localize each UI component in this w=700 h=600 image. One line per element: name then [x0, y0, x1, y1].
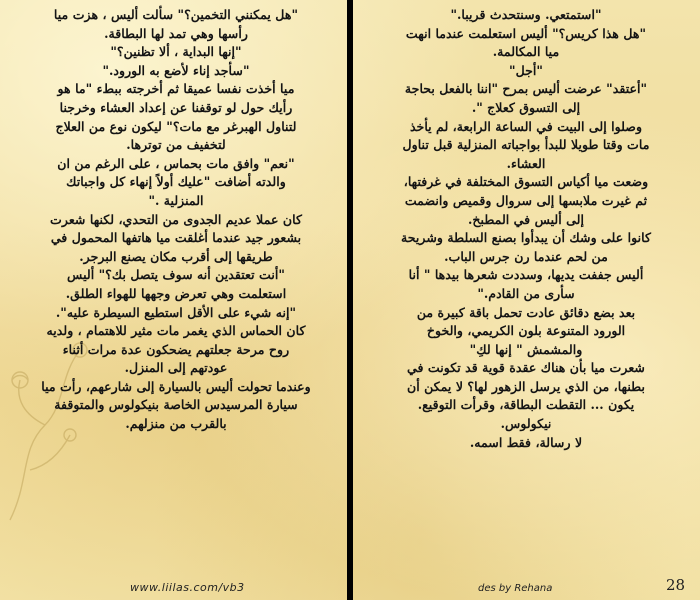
text-line: "استمتعي. وسنتحدث قريبا." [450, 7, 602, 22]
text-line: لا رسالة، فقط اسمه. [469, 434, 583, 450]
text-line: وعندما تحولت أليس بالسيارة إلى شارعهم، رأت ميا [41, 378, 311, 394]
text-line: روح مرحة جعلتهم يضحكون عدة مرات أثناء [62, 341, 290, 357]
text-line: "سأجد إناء لأضع به الورود." [102, 62, 250, 78]
text-line: عودتهم إلى المنزل. [124, 360, 228, 376]
text-line: "أجل" [509, 62, 543, 78]
text-line: "إنه شيء على الأقل استطيع السيطرة عليه". [55, 304, 297, 320]
text-line: وصلوا إلى البيت في الساعة الرابعة، لم يأخذ [409, 118, 643, 134]
text-line: "أعتقد" عرضت أليس بمرح "اننا بالفعل بحاجة [404, 81, 648, 97]
text-line: لتخفيف من توترها. [126, 137, 226, 153]
text-line: من لحم عندما رن جرس الباب. [444, 248, 608, 264]
text-line: الورود المتنوعة بلون الكريمي، والخوخ [426, 323, 626, 339]
text-line: "هل هذا كريس؟" أليس استعلمت عندما انهت [405, 25, 647, 41]
text-line: رأيك حول لو توقفنا عن إعداد العشاء وخرجنا [59, 99, 293, 115]
text-line: بشعور جيد عندما أغلقت ميا هاتفها المحمول في [50, 230, 302, 246]
text-line: سأرى من القادم." [477, 285, 575, 301]
text-line: "أنت تعتقدين أنه سوف يتصل بك؟" أليس [67, 267, 285, 283]
text-line: والمشمش " إنها لكِ" [469, 341, 583, 357]
text-line: استعلمت وهي تعرض وجهها للهواء الطلق. [65, 285, 287, 301]
text-line: مات وقتا طويلا للبدأ بواجباته المنزلية قبل تناول [402, 137, 650, 153]
column-divider [347, 0, 353, 600]
text-line: إلى أليس في المطبخ. [468, 211, 584, 227]
text-line: أليس جففت يديها، وسددت شعرها بيدها " أنا [408, 267, 644, 283]
text-line: كانوا على وشك أن يبدأوا بصنع السلطة وشريحة [401, 230, 651, 246]
text-line: يكون ... التقطت البطاقة، وقرأت التوقيع. [417, 397, 635, 413]
text-line: "هل يمكنني التخمين؟" سألت أليس ، هزت ميا [53, 7, 299, 22]
text-line: إلى التسوق كعلاج ". [471, 99, 581, 115]
text-line: كان عملا عديم الجدوى من التحدي، لكنها شعرت [50, 211, 302, 227]
text-line: رأسها وهي تمد لها البطاقة. [104, 25, 248, 41]
designer-credit: des by Rehana [478, 583, 553, 594]
site-url: www.liilas.com/vb3 [130, 581, 245, 594]
text-line: العشاء. [506, 155, 546, 171]
text-line: شعرت ميا بأن هناك عقدة قوية قد تكونت في [406, 360, 645, 376]
text-line: المنزلية ." [148, 192, 204, 208]
text-line: نيكولوس. [500, 416, 552, 432]
text-line: طريقها إلى أقرب مكان يصنع البرجر. [79, 248, 273, 264]
text-line: كان الحماس الذي يغمر مات مثير للاهتمام ، ولديه [46, 323, 306, 339]
text-line: "نعم" وافق مات بحماس ، على الرغم من ان [57, 155, 295, 171]
text-line: وضعت ميا أكياس التسوق المختلفة في غرفتها، [403, 174, 649, 190]
text-line: ميا المكالمة. [492, 44, 560, 60]
text-line: ميا أخذت نفسا عميقا ثم أخرجته ببطء "ما هو [57, 81, 295, 97]
text-line: لتناول الهبرغر مع مات؟" ليكون نوع من العلاج [55, 118, 297, 134]
text-line: بعد بضع دقائق عادت تحمل باقة كبيرة من [416, 304, 636, 320]
text-line: بطنها، من الذي يرسل الزهور لها؟ لا يمكن أن [406, 378, 646, 394]
text-line: ثم غيرت ملابسها إلى سروال وقميص وانضمت [404, 192, 648, 208]
text-line: والدته أضافت "عليك أولاً إنهاء كل واجباتك [66, 174, 286, 190]
left-text-column [12, 6, 340, 434]
text-line: سيارة المرسيدس الخاصة بنيكولوس والمتوقفة [54, 397, 298, 413]
right-text-column [362, 6, 690, 452]
text-line: "إنها البداية ، ألا تظنين؟" [110, 44, 242, 60]
page-number: 28 [666, 576, 686, 594]
text-line: بالقرب من منزلهم. [125, 416, 227, 432]
